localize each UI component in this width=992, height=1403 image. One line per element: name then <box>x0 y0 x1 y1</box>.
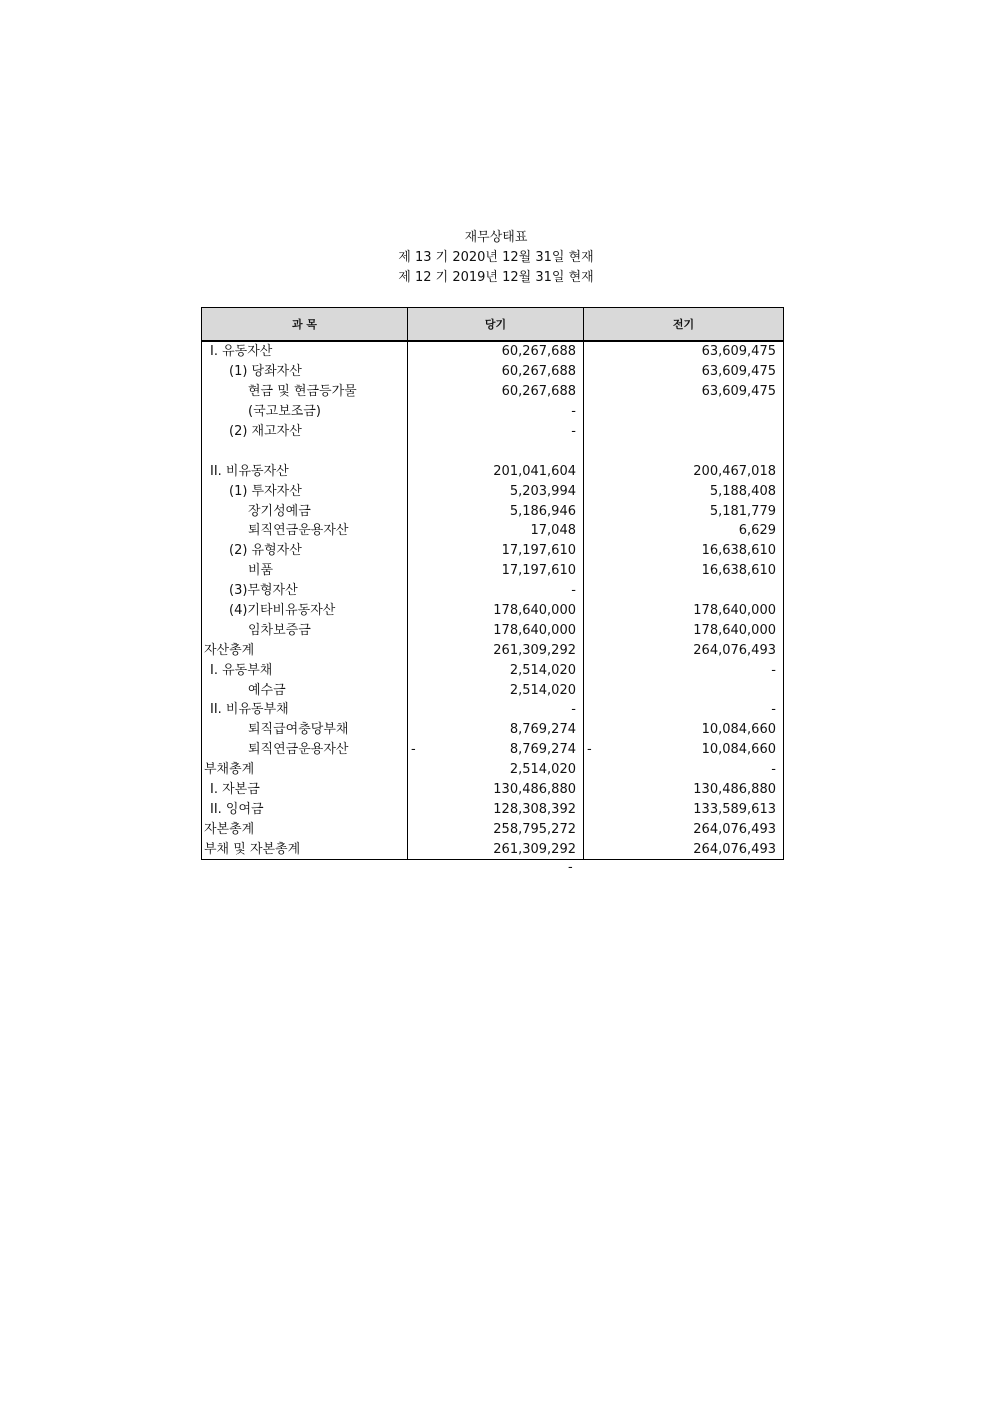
table-row <box>202 362 784 382</box>
current-amount-cell <box>408 561 584 581</box>
account-label: 예수금 <box>202 680 408 700</box>
table-row <box>202 501 784 521</box>
current-amount: 2,514,020 <box>509 762 576 778</box>
account-label: 자본총계 <box>202 819 408 839</box>
prior-amount: 178,640,000 <box>693 603 776 619</box>
prior-amount-cell <box>584 362 784 382</box>
prior-amount-cell <box>584 441 784 461</box>
current-amount: 8,769,274 <box>509 722 576 738</box>
current-amount-cell <box>408 760 584 780</box>
account-label: II. 비유동부채 <box>202 700 408 720</box>
current-amount: 258,795,272 <box>493 821 576 837</box>
table-row <box>202 740 784 760</box>
footnote-dash: - <box>568 860 573 875</box>
table-row <box>202 521 784 541</box>
current-amount: 17,197,610 <box>501 563 576 579</box>
table-row <box>202 441 784 461</box>
prior-amount-cell <box>584 382 784 402</box>
current-amount: 201,041,604 <box>493 463 576 479</box>
table-row <box>202 541 784 561</box>
prior-amount-cell <box>584 341 784 362</box>
prior-amount: 264,076,493 <box>693 821 776 837</box>
current-amount-cell <box>408 660 584 680</box>
account-label: 퇴직연금운용자산 <box>202 740 408 760</box>
current-amount-cell <box>408 799 584 819</box>
account-label: 부채총계 <box>202 760 408 780</box>
table-row <box>202 581 784 601</box>
current-amount-cell <box>408 700 584 720</box>
prior-amount-cell <box>584 461 784 481</box>
current-amount: 17,197,610 <box>501 543 576 559</box>
table-row <box>202 680 784 700</box>
table-row <box>202 700 784 720</box>
current-amount-cell <box>408 601 584 621</box>
account-label: 부채 및 자본총계 <box>202 839 408 859</box>
prior-amount-cell <box>584 819 784 839</box>
account-label: II. 비유동자산 <box>202 461 408 481</box>
current-amount-cell <box>408 341 584 362</box>
current-negative-sign: - <box>411 741 416 757</box>
prior-amount: 63,609,475 <box>701 344 776 360</box>
column-header-account: 과 목 <box>202 308 408 342</box>
current-amount-cell <box>408 581 584 601</box>
prior-amount: 63,609,475 <box>701 384 776 400</box>
prior-amount-cell <box>584 481 784 501</box>
current-amount: 60,267,688 <box>501 384 576 400</box>
prior-amount: 178,640,000 <box>693 622 776 638</box>
table-row <box>202 422 784 442</box>
current-amount: 130,486,880 <box>493 782 576 798</box>
current-amount: 60,267,688 <box>501 364 576 380</box>
prior-amount: 200,467,018 <box>693 463 776 479</box>
table-row <box>202 660 784 680</box>
current-amount: 178,640,000 <box>493 622 576 638</box>
period-prior: 제 12 기 2019년 12월 31일 현재 <box>398 270 594 285</box>
table-row <box>202 561 784 581</box>
current-amount: 5,203,994 <box>509 483 576 499</box>
prior-amount: - <box>771 662 776 678</box>
prior-amount-cell <box>584 720 784 740</box>
account-label: (2) 재고자산 <box>202 422 408 442</box>
prior-amount: 63,609,475 <box>701 364 776 380</box>
account-label: I. 자본금 <box>202 780 408 800</box>
current-amount: 128,308,392 <box>493 801 576 817</box>
statement-title: 재무상태표 <box>464 230 528 245</box>
column-header-prior: 전기 <box>584 308 784 342</box>
table-row <box>202 780 784 800</box>
table-row <box>202 640 784 660</box>
balance-sheet-table <box>201 307 784 860</box>
account-label: I. 유동부채 <box>202 660 408 680</box>
current-amount-cell <box>408 819 584 839</box>
prior-amount-cell <box>584 740 784 760</box>
account-label: 현금 및 현금등가물 <box>202 382 408 402</box>
current-amount: 5,186,946 <box>509 503 576 519</box>
prior-negative-sign: - <box>587 741 592 757</box>
current-amount-cell <box>408 680 584 700</box>
table-row <box>202 382 784 402</box>
prior-amount-cell <box>584 839 784 859</box>
prior-amount-cell <box>584 501 784 521</box>
current-amount-cell <box>408 422 584 442</box>
table-row <box>202 799 784 819</box>
prior-amount: 133,589,613 <box>693 801 776 817</box>
current-amount-cell <box>408 839 584 859</box>
current-amount: 178,640,000 <box>493 603 576 619</box>
account-label: 퇴직연금운용자산 <box>202 521 408 541</box>
current-amount-cell <box>408 501 584 521</box>
prior-amount: 16,638,610 <box>701 543 776 559</box>
current-amount: - <box>571 404 576 420</box>
table-row <box>202 760 784 780</box>
current-amount-cell <box>408 541 584 561</box>
current-amount-cell <box>408 720 584 740</box>
period-current: 제 13 기 2020년 12월 31일 현재 <box>398 250 594 265</box>
account-label <box>202 441 408 461</box>
prior-amount-cell <box>584 561 784 581</box>
prior-amount-cell <box>584 620 784 640</box>
prior-amount-cell <box>584 680 784 700</box>
prior-amount-cell <box>584 601 784 621</box>
current-amount: 17,048 <box>530 523 576 539</box>
prior-amount-cell <box>584 402 784 422</box>
prior-amount: 130,486,880 <box>693 782 776 798</box>
current-amount-cell <box>408 740 584 760</box>
current-amount: 8,769,274 <box>509 742 576 758</box>
current-amount: 261,309,292 <box>493 841 576 857</box>
account-label: (1) 투자자산 <box>202 481 408 501</box>
statement-header <box>0 228 992 288</box>
current-amount-cell <box>408 362 584 382</box>
current-amount-cell <box>408 620 584 640</box>
current-amount: - <box>571 583 576 599</box>
current-amount-cell <box>408 382 584 402</box>
table-row <box>202 481 784 501</box>
prior-amount: - <box>771 762 776 778</box>
prior-amount: - <box>771 702 776 718</box>
prior-amount-cell <box>584 422 784 442</box>
table-row <box>202 341 784 362</box>
prior-amount-cell <box>584 521 784 541</box>
table-row <box>202 819 784 839</box>
prior-amount-cell <box>584 660 784 680</box>
current-amount: 261,309,292 <box>493 642 576 658</box>
current-amount-cell <box>408 640 584 660</box>
account-label: I. 유동자산 <box>202 341 408 362</box>
prior-amount-cell <box>584 541 784 561</box>
account-label: (4)기타비유동자산 <box>202 601 408 621</box>
prior-amount: 5,181,779 <box>709 503 776 519</box>
table-row <box>202 839 784 859</box>
prior-amount: 10,084,660 <box>701 722 776 738</box>
current-amount-cell <box>408 521 584 541</box>
table-row <box>202 461 784 481</box>
prior-amount-cell <box>584 780 784 800</box>
current-amount: - <box>571 702 576 718</box>
account-label: II. 잉여금 <box>202 799 408 819</box>
account-label: 장기성예금 <box>202 501 408 521</box>
account-label: 자산총계 <box>202 640 408 660</box>
current-amount: 2,514,020 <box>509 662 576 678</box>
prior-amount: 264,076,493 <box>693 642 776 658</box>
table-row <box>202 620 784 640</box>
current-amount: 2,514,020 <box>509 682 576 698</box>
current-amount-cell <box>408 402 584 422</box>
account-label: (국고보조금) <box>202 402 408 422</box>
prior-amount: 5,188,408 <box>709 483 776 499</box>
current-amount-cell <box>408 481 584 501</box>
account-label: (3)무형자산 <box>202 581 408 601</box>
prior-amount: 16,638,610 <box>701 563 776 579</box>
account-label: 비품 <box>202 561 408 581</box>
prior-amount: 264,076,493 <box>693 841 776 857</box>
prior-amount: 10,084,660 <box>701 742 776 758</box>
table-row <box>202 402 784 422</box>
table-header-row <box>202 308 784 342</box>
current-amount-cell <box>408 461 584 481</box>
current-amount-cell <box>408 441 584 461</box>
prior-amount-cell <box>584 581 784 601</box>
table-row <box>202 720 784 740</box>
table-row <box>202 601 784 621</box>
prior-amount-cell <box>584 700 784 720</box>
account-label: 퇴직급여충당부채 <box>202 720 408 740</box>
prior-amount-cell <box>584 640 784 660</box>
account-label: 임차보증금 <box>202 620 408 640</box>
current-amount-cell <box>408 780 584 800</box>
prior-amount-cell <box>584 799 784 819</box>
current-amount: 60,267,688 <box>501 344 576 360</box>
account-label: (1) 당좌자산 <box>202 362 408 382</box>
account-label: (2) 유형자산 <box>202 541 408 561</box>
prior-amount-cell <box>584 760 784 780</box>
current-amount: - <box>571 424 576 439</box>
prior-amount: 6,629 <box>738 523 776 539</box>
column-header-current: 당기 <box>408 308 584 342</box>
